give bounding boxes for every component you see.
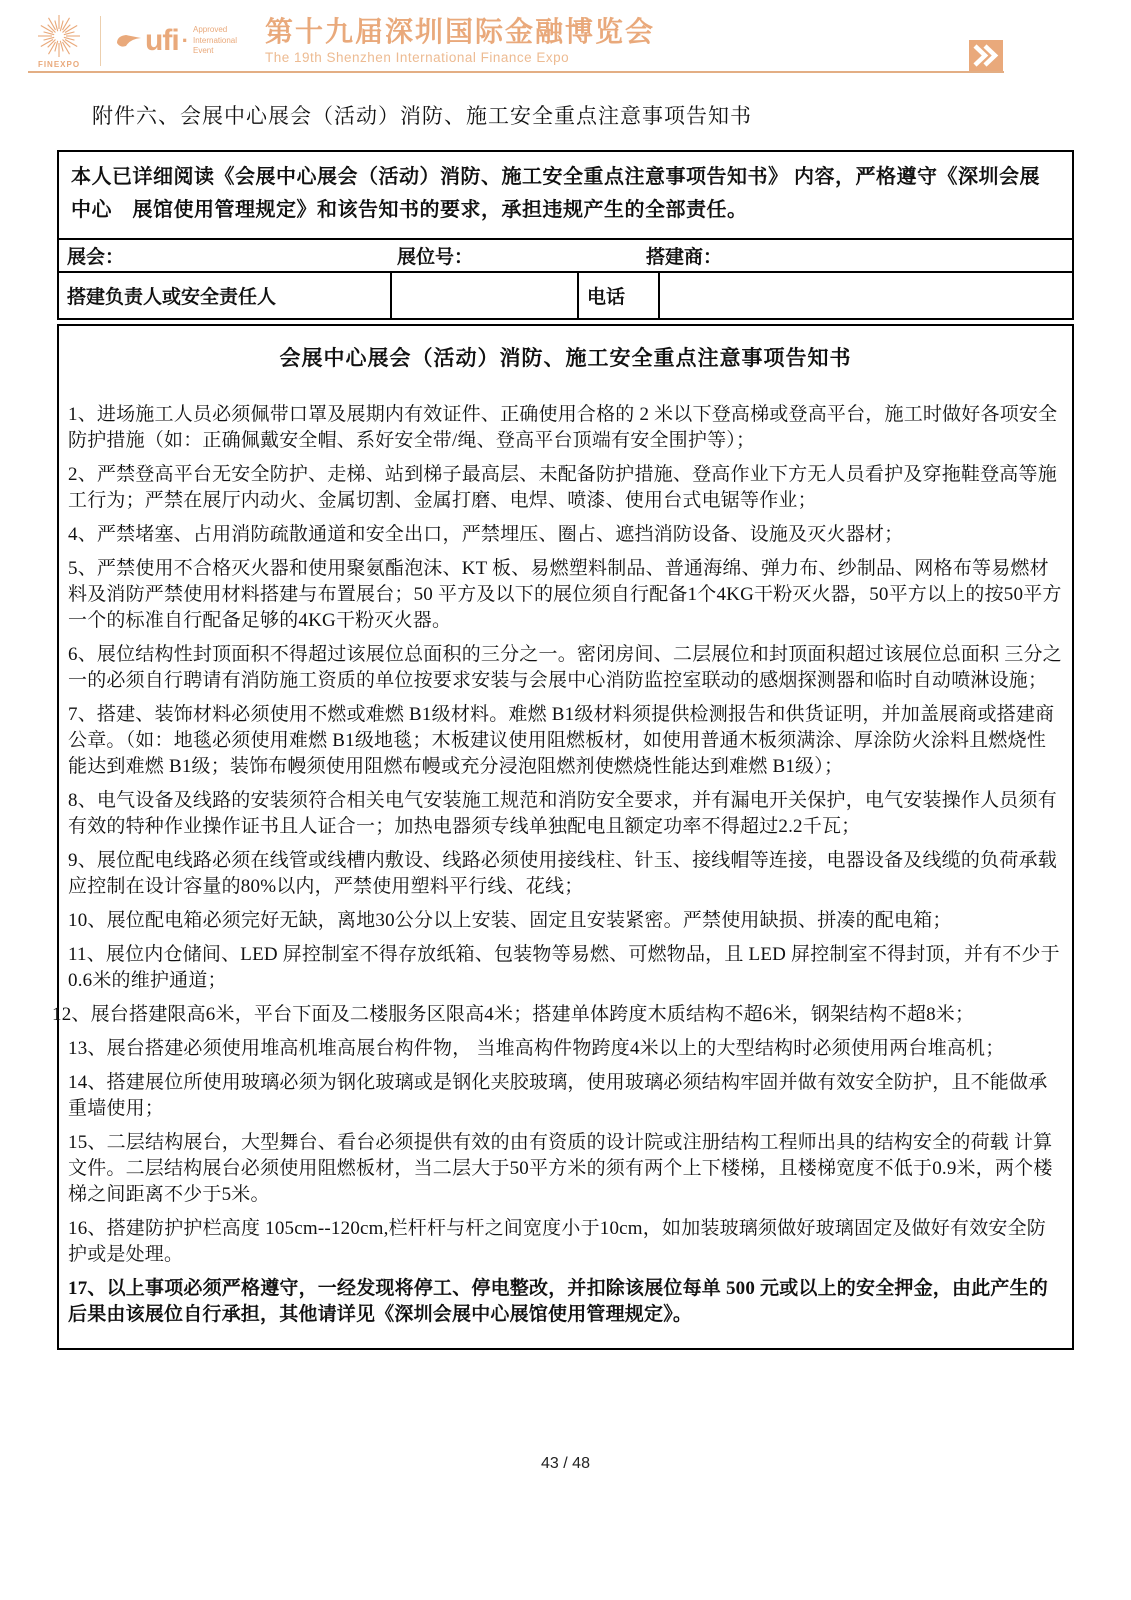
finexpo-label: FINEXPO	[37, 60, 81, 69]
responsible-person-cell	[392, 273, 579, 318]
responsible-person-row	[59, 273, 1072, 318]
notice-item: 5、严禁使用不合格灭火器和使用聚氨酯泡沫、KT 板、易燃塑料制品、普通海绵、弹力布、纱制品、网格布等易燃材料及消防严禁使用材料搭建与布置展台；50 平方及以下的展位须自行配备1个4KG干粉灭火器，50平方以上的按50平方一个的标准自行配备足够的4KG干粉灭火器。	[68, 558, 1062, 631]
page-number: 43 / 48	[541, 1455, 590, 1472]
header-divider	[100, 16, 101, 66]
notice-item: 13、展台搭建必须使用堆高机堆高展台构件物， 当堆高构件物跨度4米以上的大型结构时必须使用两台堆高机；	[68, 1038, 1005, 1059]
declaration-text: 本人已详细阅读《会展中心展会（活动）消防、施工安全重点注意事项告知书》 内容，严格遵守《深圳会展中心 展馆使用管理规定》和该告知书的要求，承担违规产生的全部责任。	[59, 152, 1072, 240]
exhibition-label: 展会：	[67, 247, 125, 268]
responsible-person-label: 搭建负责人或安全责任人	[59, 273, 392, 318]
notice-item: 2、严禁登高平台无安全防护、走梯、站到梯子最高层、未配备防护措施、登高作业下方无人员看护及穿拖鞋登高等施工行为；严禁在展厅内动火、金属切割、金属打磨、电焊、喷漆、使用台式电锯等作业；	[68, 464, 1057, 511]
ufi-label: ufi	[145, 23, 179, 57]
ufi-caption: Approved International Event	[192, 25, 238, 56]
agreement-table	[57, 150, 1074, 320]
double-chevron-icon	[969, 40, 1003, 71]
notice-item: 15、二层结构展台，大型舞台、看台必须提供有效的由有资质的设计院或注册结构工程师出具的结构安全的荷载 计算文件。二层结构展台必须使用阻燃板材，当二层大于50平方米的须有两个上下楼梯，且楼梯宽度不低于0.9米，两个楼梯之间距离不少于5米。	[68, 1132, 1053, 1205]
phone-label: 电话	[579, 273, 660, 318]
notice-item: 17、以上事项必须严格遵守，一经发现将停工、停电整改，并扣除该展位每单 500 元或以上的安全押金，由此产生的后果由该展位自行承担，其他请详见《深圳会展中心展馆使用管理规定》。	[68, 1278, 1049, 1325]
exhibition-info-row	[59, 240, 1072, 273]
notice-title: 会展中心展会（活动）消防、施工安全重点注意事项告知书	[279, 346, 852, 370]
finexpo-logo	[28, 13, 90, 69]
header-rule	[28, 71, 1004, 73]
ufi-swoosh-icon	[115, 32, 143, 50]
expo-title	[265, 17, 655, 64]
notice-item: 10、展位配电箱必须完好无缺，离地30公分以上安装、固定且安装紧密。严禁使用缺损、拼凑的配电箱；	[68, 910, 952, 931]
expo-title-en: The 19th Shenzhen International Finance Expo	[264, 49, 570, 65]
notice-item: 9、展位配电线路必须在线管或线槽内敷设、线路必须使用接线柱、针玉、接线帽等连接，电器设备及线缆的负荷承载应控制在设计容量的80%以内，严禁使用塑料平行线、花线；	[68, 850, 1057, 897]
attachment-title: 附件六、会展中心展会（活动）消防、施工安全重点注意事项告知书	[92, 104, 752, 128]
notice-box	[52, 324, 1074, 1350]
contractor-label: 搭建商：	[646, 247, 723, 268]
notice-item: 12、展台搭建限高6米，平台下面及二楼服务区限高4米；搭建单体跨度木质结构不超6米，钢架结构不超8米；	[52, 1004, 975, 1025]
notice-item: 11、展位内仓储间、LED 屏控制室不得存放纸箱、包装物等易燃、可燃物品，且 LED 屏控制室不得封顶，并有不少于0.6米的维护通道；	[68, 944, 1060, 991]
notice-item: 7、搭建、装饰材料必须使用不燃或难燃 B1级材料。难燃 B1级材料须提供检测报告和供货证明，并加盖展商或搭建商公章。（如：地毯必须使用难燃 B1级地毯；木板建议使用阻燃板材，如使用普通木板须满涂、厚涂防火涂料且燃烧性能达到难燃 B1级；装饰布幔须使用阻燃布幔或充分浸泡阻燃剂使燃烧性能达到难燃 B1级）；	[68, 704, 1055, 777]
notice-item: 4、严禁堵塞、占用消防疏散通道和安全出口，严禁埋压、圈占、遮挡消防设备、设施及灭火器材；	[68, 524, 904, 545]
expo-header	[28, 13, 655, 69]
ufi-logo	[115, 25, 249, 56]
notice-item: 14、搭建展位所使用玻璃必须为钢化玻璃或是钢化夹胶玻璃，使用玻璃必须结构牢固并做有效安全防护，且不能做承重墙使用；	[68, 1072, 1048, 1119]
notice-item: 16、搭建防护护栏高度 105cm--120cm,栏杆杆与杆之间宽度小于10cm，如加装玻璃须做好玻璃固定及做好有效安全防护或是处理。	[68, 1218, 1046, 1265]
phone-cell	[660, 273, 1072, 318]
notice-item: 6、展位结构性封顶面积不得超过该展位总面积的三分之一。密闭房间、二层展位和封顶面积超过该展位总面积 三分之一的必须自行聘请有消防施工资质的单位按要求安装与会展中心消防监控室联动的感烟探测器和临时自动喷淋设施；	[68, 644, 1062, 691]
sunburst-icon	[36, 13, 82, 59]
expo-title-zh: 第十九届深圳国际金融博览会	[264, 16, 655, 48]
ufi-dot: ·	[181, 27, 189, 53]
notice-item: 8、电气设备及线路的安装须符合相关电气安装施工规范和消防安全要求，并有漏电开关保护，电气安装操作人员须有有效的特种作业操作证书且人证合一；加热电器须专线单独配电且额定功率不得超过2.2千瓦；	[68, 790, 1057, 837]
booth-number-label: 展位号：	[397, 247, 474, 268]
notice-item: 1、进场施工人员必须佩带口罩及展期内有效证件、正确使用合格的 2 米以下登高梯或登高平台，施工时做好各项安全防护措施（如：正确佩戴安全帽、系好安全带/绳、登高平台顶端有安全围护等）；	[68, 404, 1058, 451]
